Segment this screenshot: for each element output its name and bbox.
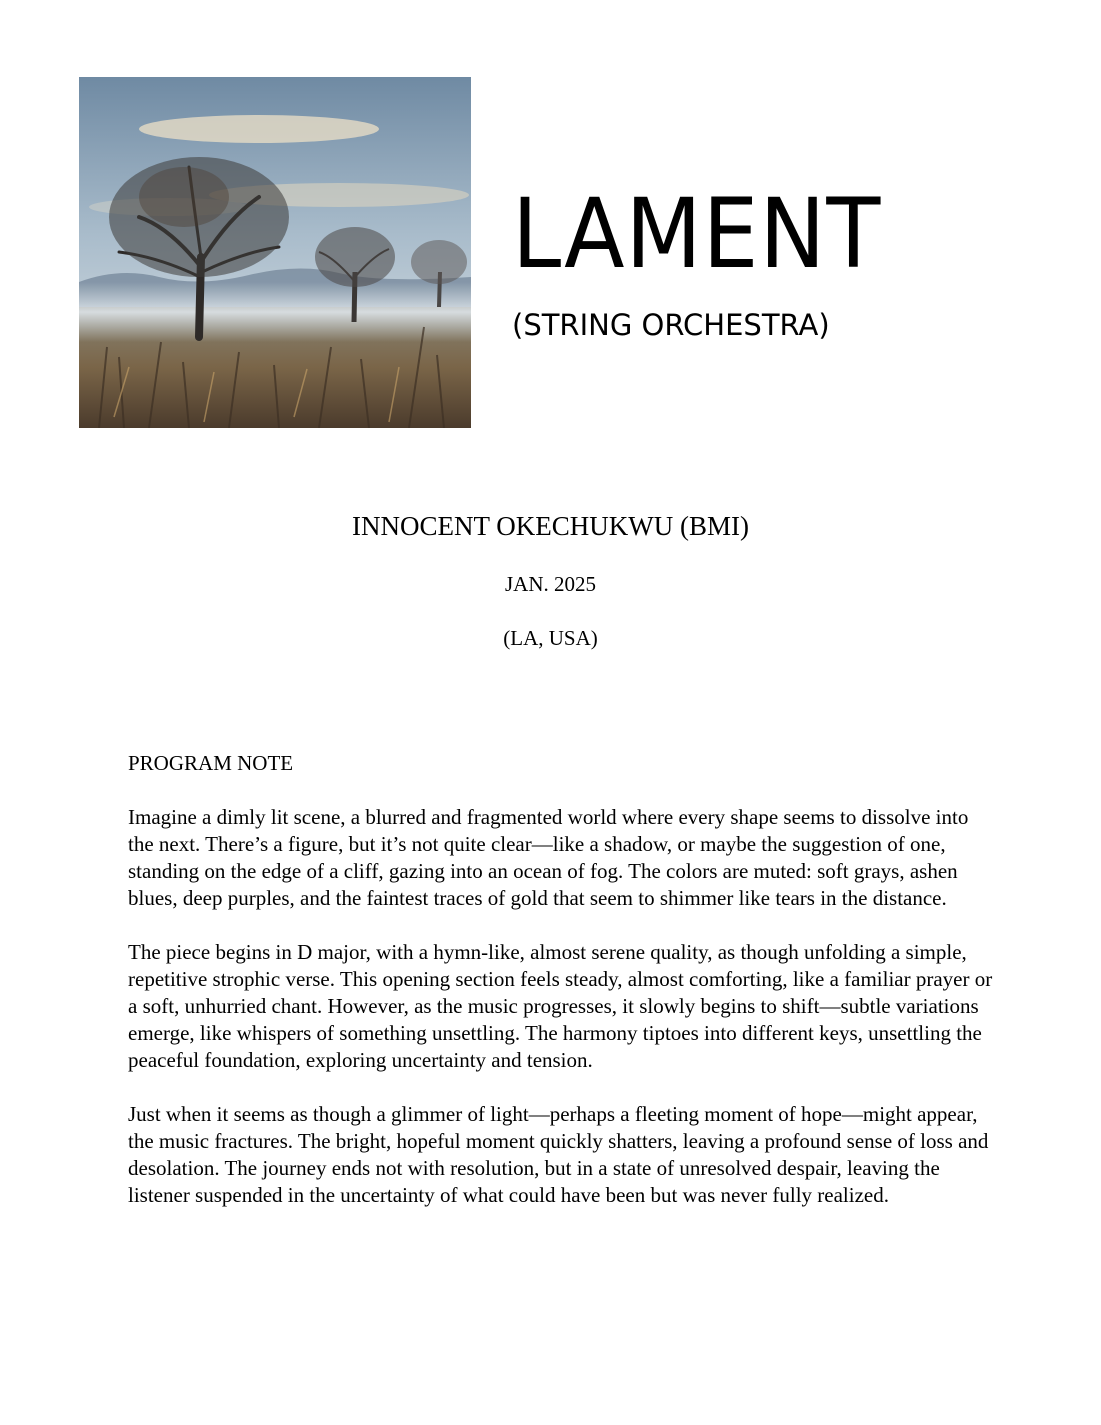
program-note-heading: PROGRAM NOTE [128,751,294,775]
program-note-paragraph: Just when it seems as though a glimmer of light—perhaps a fleeting moment of hope—might appear, the music fractures. The bright, hopeful moment quickly shatters, leaving a profound sense of loss and desolation. The journey ends not with resolution, but in a state of unresolved despair, leaving the listener suspended in the uncertainty of what could have been but was never fully realized. [128,1102,989,1207]
composition-date: JAN. 2025 [504,572,596,596]
piece-title: LAMENT [512,178,882,290]
composition-place: (LA, USA) [503,626,598,650]
cover-painting [79,77,471,428]
program-note-paragraph: Imagine a dimly lit scene, a blurred and fragmented world where every shape seems to dissolve into the next. There’s a figure, but it’s not quite clear—like a shadow, or maybe the suggestion of one, standing on the edge of a cliff, gazing into an ocean of fog. The colors are muted: soft grays, ashen blues, deep purples, and the faintest traces of gold that seem to shimmer like tears in the distance. [128,805,969,910]
composer-name: INNOCENT OKECHUKWU (BMI) [352,511,749,541]
instrumentation-subtitle: (STRING ORCHESTRA) [512,308,830,342]
program-note-paragraph: The piece begins in D major, with a hymn-like, almost serene quality, as though unfolding a simple, repetitive strophic verse. This opening section feels steady, almost comforting, like a familiar prayer or a soft, unhurried chant. However, as the music progresses, it slowly begins to shift—subtle variations emerge, like whispers of something unsettling. The harmony tiptoes into different keys, unsettling the peaceful foundation, exploring uncertainty and tension. [128,940,993,1072]
program-note [128,750,998,1236]
